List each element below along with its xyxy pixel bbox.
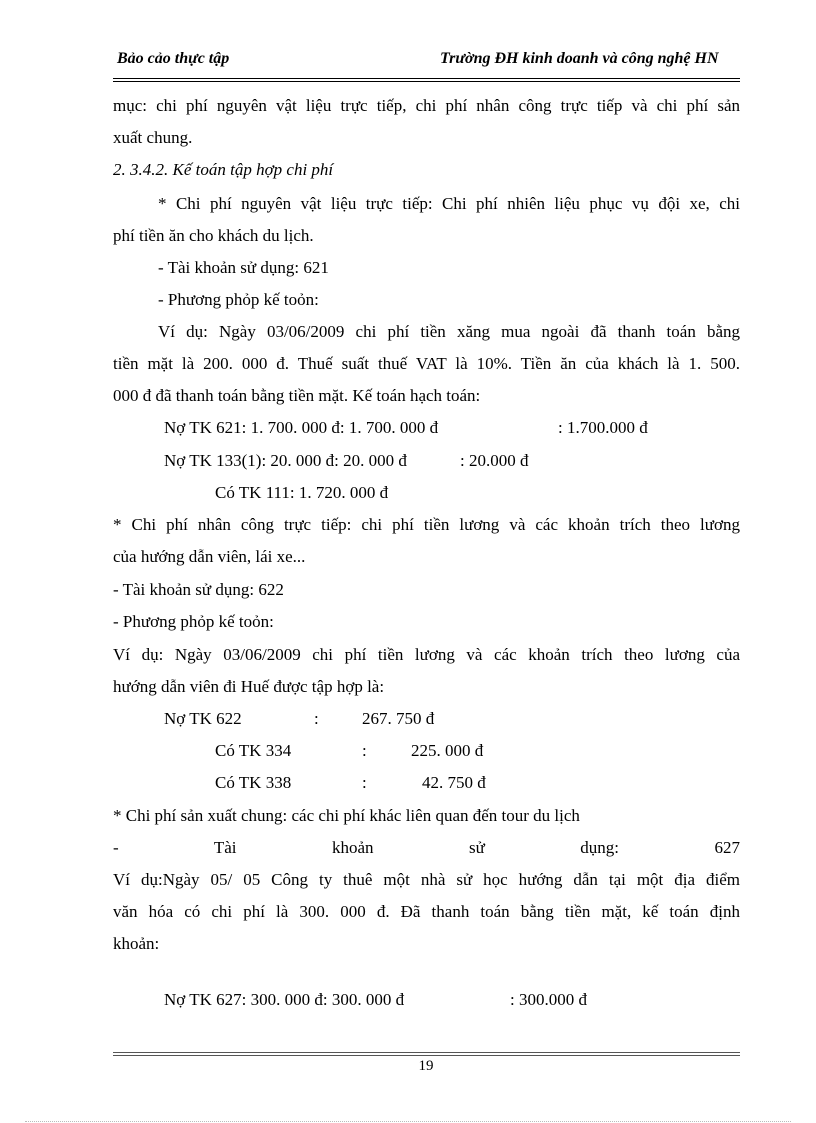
entry-4-right: : 300.000 đ <box>510 990 587 1009</box>
body-line-10: * Chi phí nhân công trực tiếp: chi phí tiền lương và các khoản trích theo lương <box>113 515 740 534</box>
entry-1-left: Nợ TK 621: 1. 700. 000 đ: 1. 700. 000 đ <box>164 418 439 437</box>
journal-2-account: Có TK 334 <box>215 741 292 760</box>
body-line-5: - Tài khoản sử dụng: 621 <box>158 258 329 277</box>
journal-2-colon: : <box>362 741 367 760</box>
body-line-3: * Chi phí nguyên vật liệu trực tiếp: Chi phí nhiên liệu phục vụ đội xe, chi <box>158 194 740 213</box>
entry-1-right: : 1.700.000 đ <box>558 418 648 437</box>
body-line-4: phí tiền ăn cho khách du lịch. <box>113 226 314 245</box>
entry-3: Có TK 111: 1. 720. 000 đ <box>215 483 389 502</box>
journal-3-amount: 42. 750 đ <box>422 773 486 792</box>
page-number: 19 <box>418 1058 434 1074</box>
body-line-11: của hướng dẫn viên, lái xe... <box>113 547 306 566</box>
entry-2-left: Nợ TK 133(1): 20. 000 đ: 20. 000 đ <box>164 451 407 470</box>
header-rule <box>113 78 740 79</box>
body-line-17: - Tài khoản sử dụng: 627 <box>113 838 740 857</box>
header-left: Bảo cảo thực tập <box>117 50 230 67</box>
entry-4-left: Nợ TK 627: 300. 000 đ: 300. 000 đ <box>164 990 405 1009</box>
footer-rule <box>113 1052 740 1053</box>
body-line-18: Ví dụ:Ngày 05/ 05 Công ty thuê một nhà sử học hướng dẫn tại một địa điểm <box>113 870 740 889</box>
page-bottom-dotted-border <box>25 1121 791 1122</box>
journal-1-amount: 267. 750 đ <box>362 709 435 728</box>
body-line-12: - Tài khoản sử dụng: 622 <box>113 580 284 599</box>
body-line-13: - Phương phỏp kế toỏn: <box>113 612 274 631</box>
journal-1-colon: : <box>314 709 319 728</box>
body-line-8: tiền mặt là 200. 000 đ. Thuế suất thuế VAT là 10%. Tiền ăn của khách là 1. 500. <box>113 354 740 373</box>
body-line-9: 000 đ đã thanh toán bằng tiền mặt. Kế toán hạch toán: <box>113 386 481 405</box>
header-right: Trường ĐH kinh doanh và công nghệ HN <box>440 50 719 67</box>
body-line-19: văn hóa có chi phí là 300. 000 đ. Đã thanh toán bằng tiền mặt, kế toán định <box>113 902 740 921</box>
section-heading: 2. 3.4.2. Kế toán tập hợp chi phí <box>113 160 334 179</box>
journal-3-account: Có TK 338 <box>215 773 292 792</box>
header-rule-2 <box>113 81 740 82</box>
body-line-20: khoản: <box>113 934 160 953</box>
entry-2-right: : 20.000 đ <box>460 451 529 470</box>
body-line-15: hướng dẫn viên đi Huế được tập hợp là: <box>113 677 385 696</box>
journal-1-account: Nợ TK 622 <box>164 709 242 728</box>
body-line-16: * Chi phí sản xuất chung: các chi phí khác liên quan đến tour du lịch <box>113 806 580 825</box>
journal-3-colon: : <box>362 773 367 792</box>
body-line-6: - Phương phỏp kế toỏn: <box>158 290 319 309</box>
body-line-14: Ví dụ: Ngày 03/06/2009 chi phí tiền lương và các khoản trích theo lương của <box>113 645 740 664</box>
footer-rule-2 <box>113 1055 740 1056</box>
body-line-1: mục: chi phí nguyên vật liệu trực tiếp, chi phí nhân công trực tiếp và chi phí sản <box>113 96 740 115</box>
body-line-7: Ví dụ: Ngày 03/06/2009 chi phí tiền xăng mua ngoài đã thanh toán bằng <box>158 322 740 341</box>
body-line-2: xuất chung. <box>113 128 193 147</box>
journal-2-amount: 225. 000 đ <box>411 741 484 760</box>
